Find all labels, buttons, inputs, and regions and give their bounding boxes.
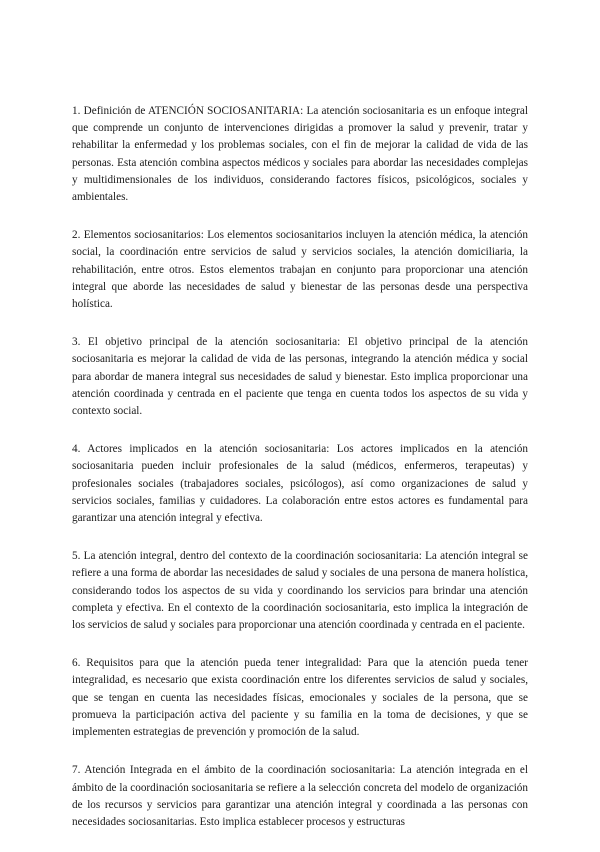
paragraph-2-elementos: 2. Elementos sociosanitarios: Los elementos sociosanitarios incluyen la atención médica, la atención social, la coordinación entre servicios de salud y servicios sociales, la atención domiciliaria, la rehabilitación, entre otros. Estos elementos trabajan en conjunto para proporcionar una atención integral que aborde las necesidades de salud y bienestar de las personas desde una perspectiva holística. — [72, 229, 528, 311]
paragraph-5-atencion-integral: 5. La atención integral, dentro del contexto de la coordinación sociosanitaria: La atención integral se refiere a una forma de abordar las necesidades de salud y sociales de una persona de manera holística, considerando todos los aspectos de su vida y coordinando los servicios para brindar una atención completa y efectiva. En el contexto de la coordinación sociosanitaria, esto implica la integración de los servicios de salud y sociales para proporcionar una atención coordinada y centrada en el paciente. — [72, 550, 528, 632]
paragraph-4-actores: 4. Actores implicados en la atención sociosanitaria: Los actores implicados en la atención sociosanitaria pueden incluir profesionales de la salud (médicos, enfermeros, terapeutas) y profesionales sociales (trabajadores sociales, psicólogos), así como organizaciones de salud y servicios sociales, familias y cuidadores. La colaboración entre estos actores es fundamental para garantizar una atención integral y efectiva. — [72, 443, 528, 525]
paragraph-3-objetivo: 3. El objetivo principal de la atención sociosanitaria: El objetivo principal de la atención sociosanitaria es mejorar la calidad de vida de las personas, integrando la atención médica y social para abordar de manera integral sus necesidades de salud y bienestar. Esto implica proporcionar una atención coordinada y centrada en el paciente que tenga en cuenta todos los aspectos de su vida y contexto social. — [72, 336, 528, 418]
document-body — [72, 103, 528, 852]
paragraph-7-atencion-integrada: 7. Atención Integrada en el ámbito de la coordinación sociosanitaria: La atención integrada en el ámbito de la coordinación sociosanitaria se refiere a la selección concreta del modelo de organización de los recursos y servicios para garantizar una atención integral y coordinada a las personas con necesidades sociosanitarias. Esto implica establecer procesos y estructuras — [72, 764, 528, 828]
paragraph-6-requisitos: 6. Requisitos para que la atención pueda tener integralidad: Para que la atención pueda tener integralidad, es necesario que exista coordinación entre los diferentes servicios de salud y sociales, que se tengan en cuenta las necesidades físicas, emocionales y sociales de la persona, que se promueva la participación activa del paciente y su familia en la toma de decisiones, y que se implementen estrategias de prevención y promoción de la salud. — [72, 657, 528, 739]
paragraph-1-definicion: 1. Definición de ATENCIÓN SOCIOSANITARIA: La atención sociosanitaria es un enfoque integral que comprende un conjunto de intervenciones dirigidas a promover la salud y prevenir, tratar y rehabilitar la enfermedad y los problemas sociales, con el fin de mejorar la calidad de vida de las personas. Esta atención combina aspectos médicos y sociales para abordar las necesidades complejas y multidimensionales de los individuos, considerando factores físicos, psicológicos, sociales y ambientales. — [72, 105, 528, 204]
